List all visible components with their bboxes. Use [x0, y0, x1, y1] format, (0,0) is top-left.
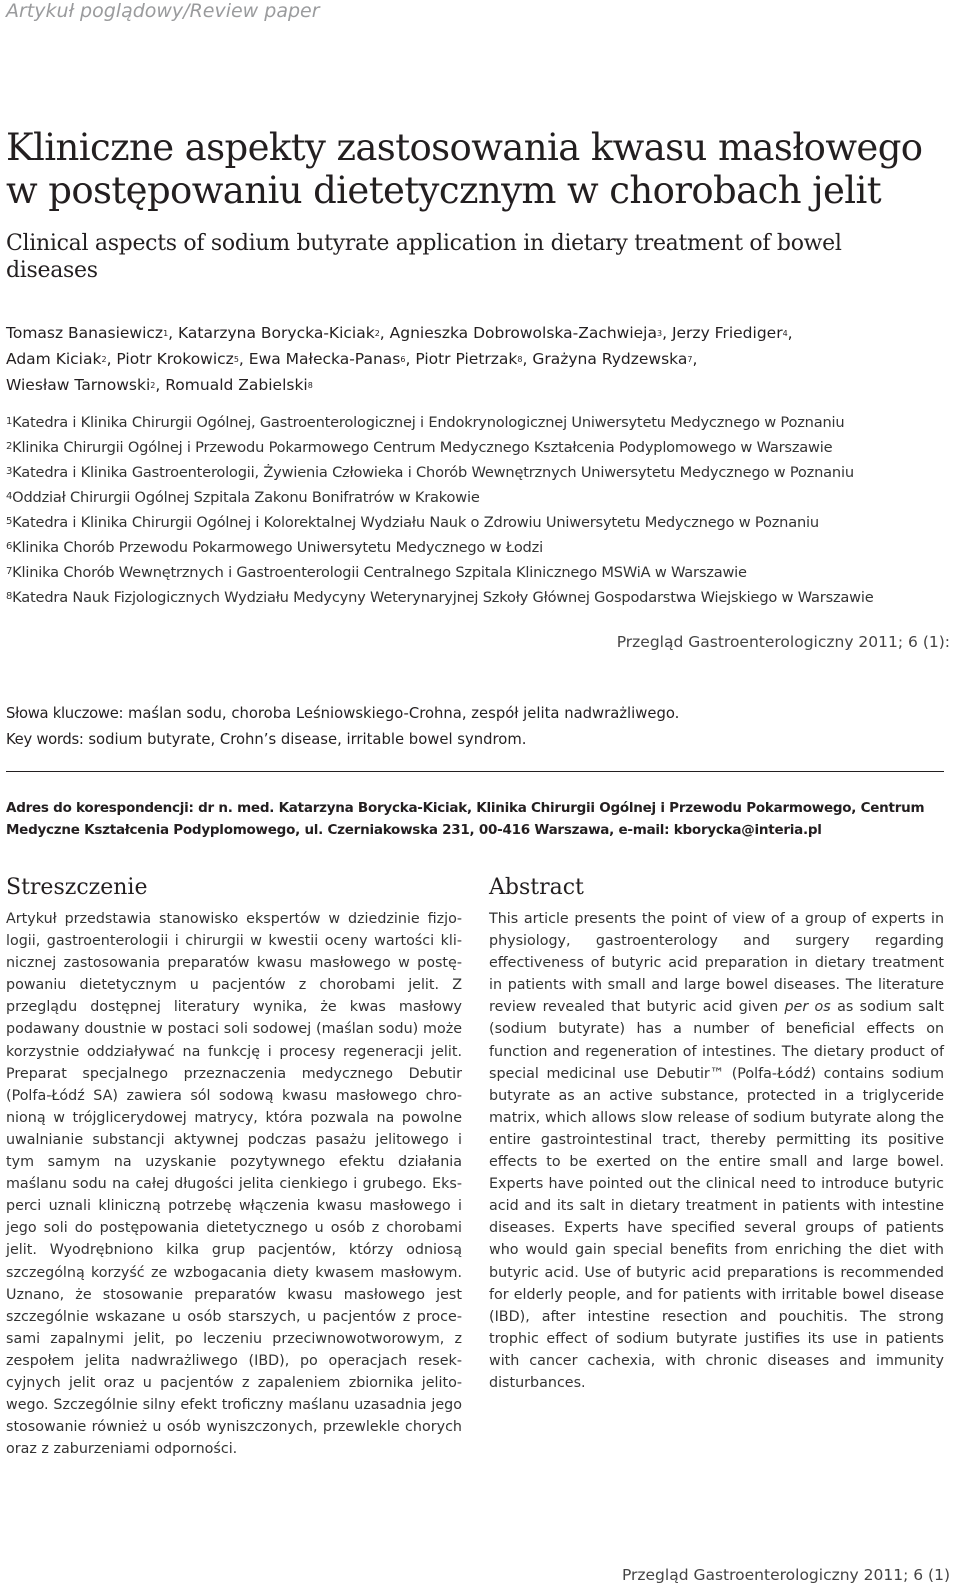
- title-english: Clinical aspects of sodium butyrate application in dietary treatment of bowel diseases: [6, 231, 842, 283]
- affiliation-text: Oddział Chirurgii Ogólnej Szpitala Zakonu Bonifratrów w Krakowie: [12, 489, 480, 506]
- correspondence-block: [6, 797, 946, 841]
- affiliation-item: [6, 585, 951, 610]
- keywords-polish-text: maślan sodu, choroba Leśniowskiego-Crohna, zespół jelita nadwrażliwego.: [127, 705, 680, 722]
- affiliation-number: 6: [6, 541, 13, 552]
- author-affiliation-number: 6: [400, 355, 406, 364]
- author: Agnieszka Dobrowolska-Zachwieja: [389, 324, 657, 342]
- author: Wiesław Tarnowski: [6, 376, 151, 394]
- affiliation-item: [6, 535, 951, 560]
- affiliation-item: [6, 460, 951, 485]
- keywords-english: [6, 727, 946, 753]
- author-affiliation-number: 2: [374, 329, 380, 338]
- abstract-body: [489, 908, 944, 1394]
- affiliation-number: 1: [6, 416, 13, 427]
- affiliation-item: [6, 510, 951, 535]
- affiliation-number: 3: [6, 466, 13, 477]
- keywords-block: [6, 701, 946, 753]
- affiliation-list: [6, 410, 951, 610]
- affiliation-item: [6, 560, 951, 585]
- abstract-body-part: This article presents the point of view of a group of experts in physiology, gastroenterology and surgery regarding effectiveness of butyric acid preparation in dietary treatment in patients with small and large bowel diseases. The literature review revealed that butyric acid given: [489, 911, 944, 1016]
- affiliation-text: Katedra i Klinika Chirurgii Ogólnej, Gastroenterologicznej i Endokrynologicznej Uniwersytetu Medycznego w Poznaniu: [12, 414, 845, 431]
- author: Adam Kiciak: [6, 350, 102, 368]
- affiliation-text: Klinika Chirurgii Ogólnej i Przewodu Pokarmowego Centrum Medycznego Kształcenia Podyplomowego w Warszawie: [12, 439, 833, 456]
- keywords-polish-label: Słowa kluczowe:: [6, 705, 124, 722]
- affiliation-text: Katedra i Klinika Chirurgii Ogólnej i Kolorektalnej Wydziału Nauk o Zdrowiu Uniwersytetu Medycznego w Poznaniu: [12, 514, 819, 531]
- keywords-polish: [6, 701, 946, 727]
- affiliation-text: Klinika Chorób Wewnętrznych i Gastroenterologii Centralnego Szpitala Klinicznego MSWiA w Warszawie: [12, 564, 747, 581]
- author: Piotr Krokowicz: [116, 350, 234, 368]
- author: Romuald Zabielski: [165, 376, 308, 394]
- author: Jerzy Friediger: [671, 324, 783, 342]
- affiliation-item: [6, 435, 951, 460]
- author-affiliation-number: 3: [657, 329, 663, 338]
- author: Katarzyna Borycka-Kiciak: [178, 324, 375, 342]
- affiliation-number: 5: [6, 516, 13, 527]
- author-affiliation-number: 4: [782, 329, 788, 338]
- affiliation-number: 2: [6, 441, 13, 452]
- title-polish: Kliniczne aspekty zastosowania kwasu masłowego w postępowaniu dietetycznym w chorobach jelit: [6, 126, 923, 212]
- author-list: Tomasz Banasiewicz$^1$, Katarzyna Borycka-Kiciak$^2$, Agnieszka Dobrowolska-Zachwieja$^3$, Jerzy Friediger$^4$, Adam Kiciak$^2$, Piotr Krokowicz$^5$, Ewa Małecka-Panas$^6$, Piotr Pietrzak$^8$, Grażyna Rydzewska$^7$, Wiesław Tarnowski$^2$, Romuald Zabielski$^8$: [6, 324, 793, 394]
- author-affiliation-number: 1: [163, 329, 169, 338]
- affiliation-text: Katedra Nauk Fizjologicznych Wydziału Medycyny Weterynaryjnej Szkoły Głównej Gospodarstwa Wiejskiego w Warszawie: [12, 589, 874, 606]
- author-affiliation-number: 8: [307, 381, 313, 390]
- section-type-label: Artykuł poglądowy/Review paper: [6, 0, 320, 22]
- affiliation-number: 7: [6, 566, 13, 577]
- correspondence-label: Adres do korespondencji:: [6, 800, 194, 816]
- affiliation-text: Katedra i Klinika Gastroenterologii, Żywienia Człowieka i Chorób Wewnętrznych Uniwersytetu Medycznego w Poznaniu: [12, 464, 854, 481]
- abstract-heading: Abstract: [489, 875, 584, 900]
- correspondence-text: dr n. med. Katarzyna Borycka-Kiciak, Klinika Chirurgii Ogólnej i Przewodu Pokarmowego, Centrum Medyczne Kształcenia Podyplomowego, ul. Czerniakowska 231, 00-416 Warszawa, e-mail: kborycka@interia.pl: [6, 800, 925, 838]
- divider: [6, 771, 944, 772]
- affiliation-number: 8: [6, 591, 13, 602]
- author-affiliation-number: 2: [150, 381, 156, 390]
- author-affiliation-number: 5: [233, 355, 239, 364]
- author: Tomasz Banasiewicz: [6, 324, 164, 342]
- author: Grażyna Rydzewska: [532, 350, 688, 368]
- affiliation-item: [6, 485, 951, 510]
- author-affiliation-number: 2: [101, 355, 107, 364]
- streszczenie-body: Artykuł przedstawia stanowisko ekspertów w dziedzinie fizjologii, gastroenterologii i chirurgii w kwestii oceny wartości klinicznej zastosowania preparatów kwasu masłowego w postępowaniu dietetycznym u pacjentów z chorobami jelit. Z przeglądu dostępnej literatury wynika, że kwas masłowy podawany doustnie w postaci soli sodowej (maślan sodu) może korzystnie oddziaływać na funkcję i procesy regeneracji jelit. Preparat specjalnego przeznaczenia medycznego Debutir (Polfa-Łódź SA) zawiera sól sodową kwasu masłowego chronioną w trójglicerydowej matrycy, która pozwala na powolne uwalnianie substancji aktywnej podczas pasażu jelitowego i tym samym na uzyskanie pozytywnego efektu działania maślanu sodu na całej długości jelita cienkiego i grubego. Eksperci uznali kliniczną potrzebę włączenia kwasu masłowego i jego soli do postępowania dietetycznego u osób z chorobami jelit. Wyodrębniono kilka grup pacjentów, którzy odniosą szczególną korzyść ze wzbogacania diety kwasem masłowym. Uznano, że stosowanie preparatów kwasu masłowego jest szczególnie wskazane u osób starszych, u pacjentów z procesami zapalnymi jelit, po leczeniu przeciwnowotworowym, z zespołem jelita nadwrażliwego (IBD), po operacjach resekcyjnych jelit oraz u pacjentów z zapaleniem zbiornika jelitowego. Szczególnie silny efekt troficzny maślanu uzasadnia jego stosowanie również u osób wyniszczonych, przewlekle chorych oraz z zaburzeniami odporności.: [6, 911, 462, 1458]
- author: Piotr Pietrzak: [415, 350, 518, 368]
- keywords-english-text: sodium butyrate, Crohn’s disease, irritable bowel syndrom.: [88, 731, 527, 748]
- keywords-english-label: Key words:: [6, 731, 84, 748]
- streszczenie-heading: Streszczenie: [6, 875, 148, 900]
- affiliation-text: Klinika Chorób Przewodu Pokarmowego Uniwersytetu Medycznego w Łodzi: [12, 539, 543, 556]
- affiliation-item: [6, 410, 951, 435]
- author: Ewa Małecka-Panas: [248, 350, 401, 368]
- abstract-body-part: as sodium salt (sodium butyrate) has a number of beneficial effects on function and regeneration of intestines. The dietary product of special medicinal use Debutir™ (Polfa-Łódź) contains sodium butyrate as an active substance, protected in a triglyceride matrix, which allows slow release of sodium butyrate along the entire gastrointestinal tract, thereby permitting its positive effects to be exerted on the entire small and large bowel. Experts have pointed out the clinical need to introduce butyric acid and its salt in dietary treatment in patients with intestine diseases. Experts have specified several groups of patients who would gain special benefits from enriching the diet with butyric acid. Use of butyric acid preparations is recommended for elderly people, and for patients with irritable bowel disease (IBD), after intestine resection and pouchitis. The strong trophic effect of sodium butyrate justifies its use in patients with cancer cachexia, with chronic diseases and immunity disturbances.: [489, 999, 944, 1391]
- author-affiliation-number: 7: [687, 355, 693, 364]
- affiliation-number: 4: [6, 491, 13, 502]
- footer-journal-reference: Przegląd Gastroenterologiczny 2011; 6 (1): [621, 1566, 950, 1584]
- author-affiliation-number: 8: [517, 355, 523, 364]
- abstract-italic-term: per os: [784, 999, 831, 1016]
- journal-reference: Przegląd Gastroenterologiczny 2011; 6 (1):: [616, 633, 950, 651]
